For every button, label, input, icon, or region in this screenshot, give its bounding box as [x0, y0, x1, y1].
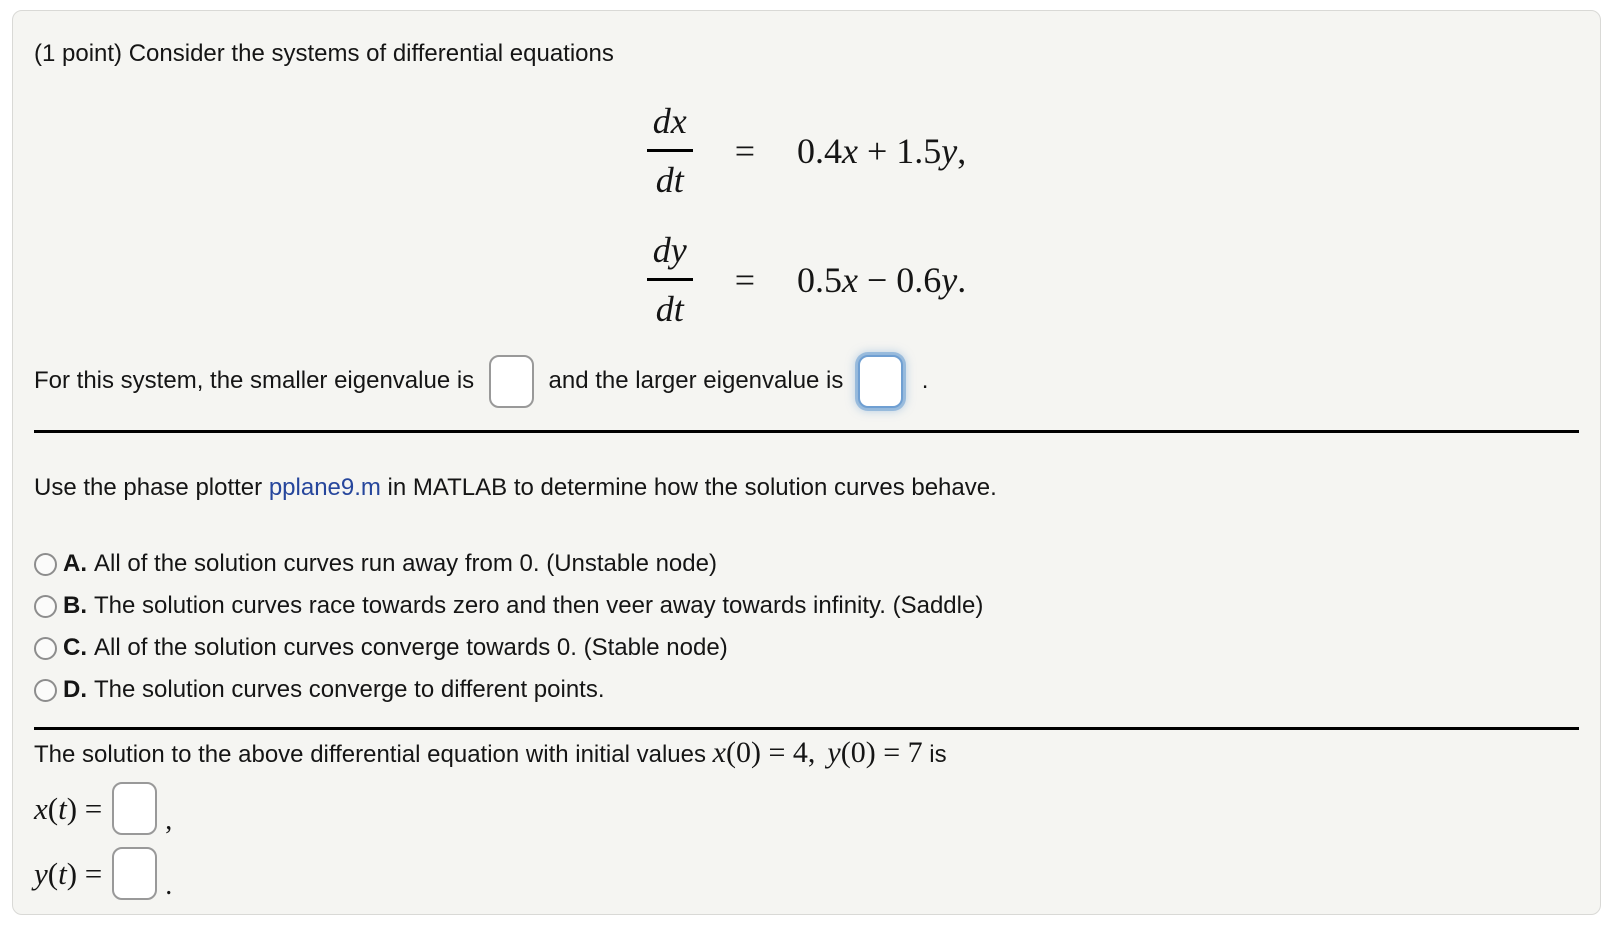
option-b-radio[interactable]	[34, 595, 57, 618]
option-a-radio[interactable]	[34, 553, 57, 576]
problem-intro: (1 point) Consider the systems of differential equations	[34, 40, 614, 67]
initial-value-x: x(0) = 4,	[712, 736, 816, 769]
fraction-numerator: dy	[652, 230, 687, 270]
option-a-label: All of the solution curves run away from 0. (Unstable node)	[94, 550, 717, 577]
fraction-denominator: dt	[647, 278, 693, 329]
option-b-label: The solution curves race towards zero and then veer away towards infinity. (Saddle)	[94, 592, 984, 619]
option-b-letter: B.	[63, 592, 87, 619]
option-d-letter: D.	[63, 676, 87, 703]
initial-value-y: y(0) = 7	[827, 736, 923, 769]
solution-suffix: is	[922, 741, 947, 768]
equals-sign: =	[734, 130, 755, 171]
option-a-letter: A.	[63, 550, 87, 577]
x-t-label: x(t) =	[34, 790, 103, 826]
option-c-radio[interactable]	[34, 637, 57, 660]
phase-suffix: in MATLAB to determine how the solution curves behave.	[380, 474, 997, 501]
eigenvalue-line	[34, 355, 1579, 408]
answer-x-trailing: ,	[165, 804, 173, 836]
fraction-dy-dt	[647, 230, 693, 329]
option-a-row[interactable]	[34, 549, 1579, 579]
answer-y-trailing: .	[165, 869, 173, 901]
divider	[34, 727, 1579, 730]
option-c-letter: C.	[63, 634, 87, 661]
eigenvalue-text-before: For this system, the smaller eigenvalue is	[34, 366, 475, 394]
equation-rhs-2: 0.5x − 0.6y.	[797, 259, 967, 300]
solution-prefix: The solution to the above differential equation with initial values	[34, 741, 713, 768]
y-t-label: y(t) =	[34, 855, 103, 891]
option-c-row[interactable]	[34, 633, 1579, 663]
divider	[34, 430, 1579, 433]
fraction-dx-dt	[647, 101, 693, 200]
option-c-label: All of the solution curves converge towards 0. (Stable node)	[94, 634, 728, 661]
behavior-options	[34, 549, 1579, 705]
eigenvalue-text-after: .	[921, 366, 929, 394]
option-d-row[interactable]	[34, 675, 1579, 705]
fraction-numerator: dx	[652, 101, 687, 141]
equals-sign: =	[734, 259, 755, 300]
option-b-row[interactable]	[34, 591, 1579, 621]
pplane-link[interactable]: pplane9.m	[268, 474, 381, 501]
smaller-eigenvalue-input[interactable]	[489, 355, 534, 408]
equation-rhs-1: 0.4x + 1.5y,	[797, 130, 967, 171]
answer-row-y	[34, 847, 1579, 900]
phase-plotter-line	[34, 473, 1579, 503]
phase-prefix: Use the phase plotter	[34, 474, 269, 501]
solution-intro-line	[34, 738, 1579, 770]
option-d-radio[interactable]	[34, 679, 57, 702]
eigenvalue-text-between: and the larger eigenvalue is	[548, 366, 844, 394]
answer-row-x	[34, 782, 1579, 835]
larger-eigenvalue-input[interactable]	[858, 355, 903, 408]
x-t-input[interactable]	[112, 782, 157, 835]
y-t-input[interactable]	[112, 847, 157, 900]
equation-block	[34, 101, 1579, 329]
fraction-denominator: dt	[647, 149, 693, 200]
problem-panel	[12, 10, 1601, 915]
option-d-label: The solution curves converge to different points.	[94, 676, 605, 703]
